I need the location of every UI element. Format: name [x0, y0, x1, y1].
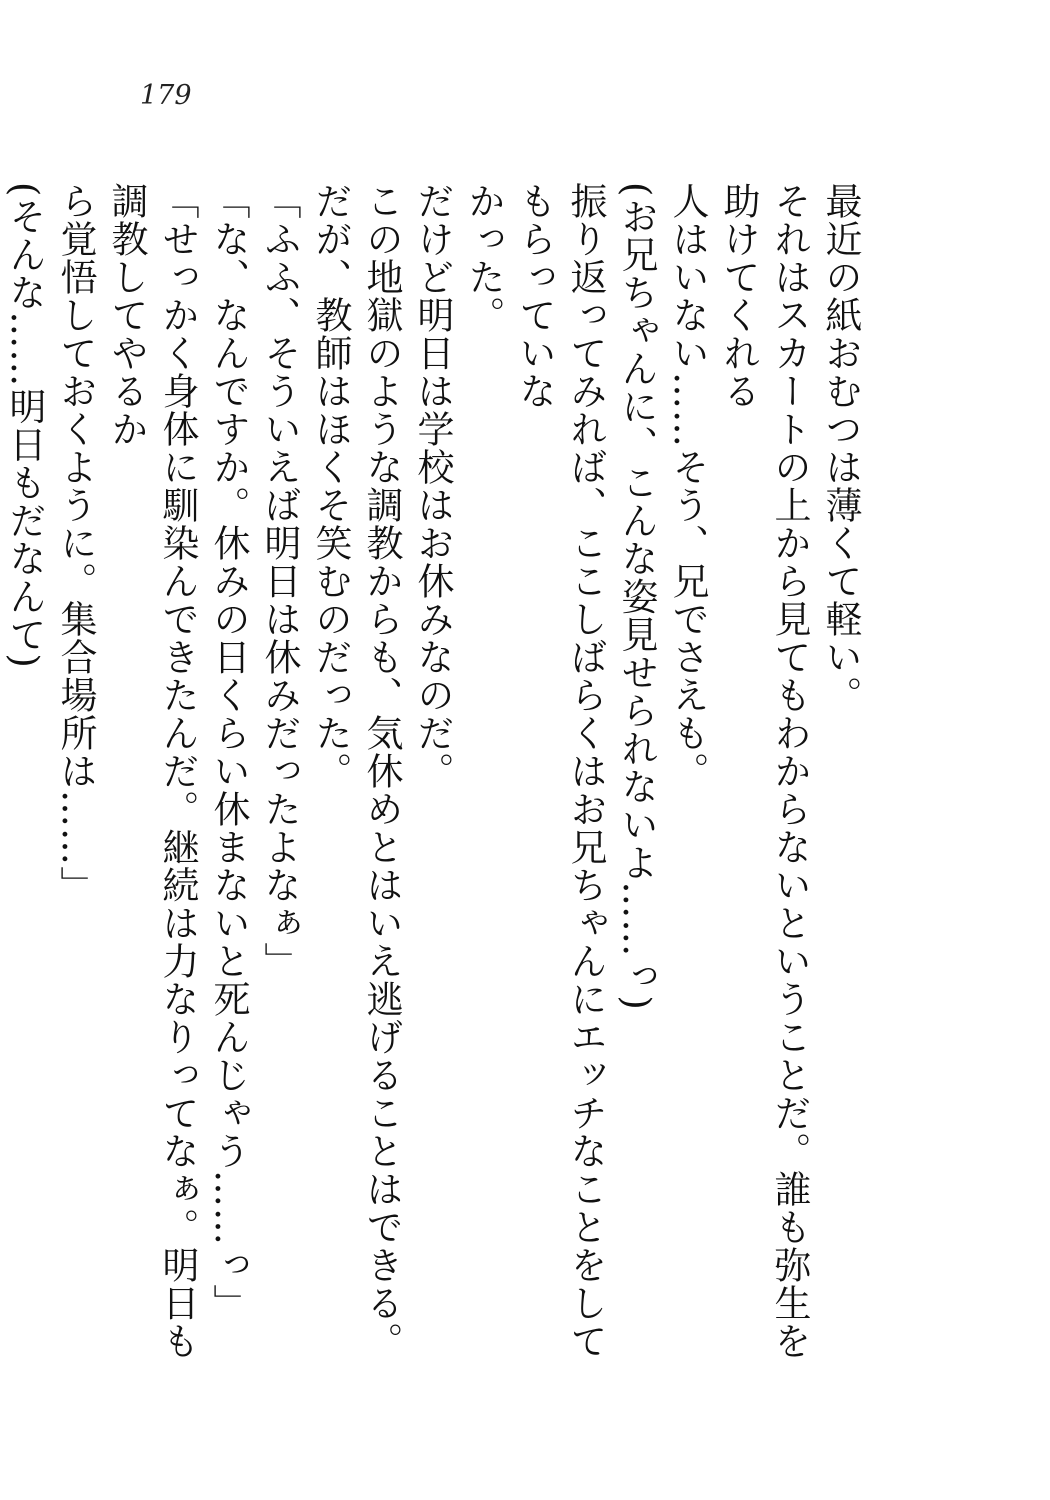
text-line: かった。 [462, 182, 505, 334]
text-line: 「な、なんですか。休みの日くらい休まないと死んじゃう……っ」 [207, 182, 250, 1322]
text-line: だけど明日は学校はお休みなのだ。 [411, 182, 454, 790]
text-line: 「ふふ、そういえば明日は休みだったよなぁ」 [258, 182, 301, 980]
text-line: だが、教師はほくそ笑むのだった。 [309, 182, 352, 790]
vertical-text-body [3, 182, 866, 1382]
text-line: 人はいない……そう、兄でさえも。 [666, 182, 709, 790]
text-line: (そんな……明日もだなんて) [3, 182, 46, 669]
text-line: 最近の紙おむつは薄くて軽い。 [819, 182, 862, 714]
page-number: 179 [140, 80, 192, 111]
text-line: 「せっかく身体に馴染んできたんだ。継続は力なりってなぁ。明日も調教してやるか [105, 182, 199, 1360]
text-line: (お兄ちゃんに、こんな姿見せられないよ……っ) [615, 182, 658, 1011]
text-line: 振り返ってみれば、ここしばらくはお兄ちゃんにエッチなことをしてもらっていな [513, 182, 607, 1360]
text-line: この地獄のような調教からも、気休めとはいえ逃げることはできる。 [360, 182, 403, 1360]
text-line: それはスカートの上から見てもわからないということだ。誰も弥生を助けてくれる [717, 182, 811, 1360]
text-line: ら覚悟しておくように。集合場所は……」 [54, 182, 97, 904]
